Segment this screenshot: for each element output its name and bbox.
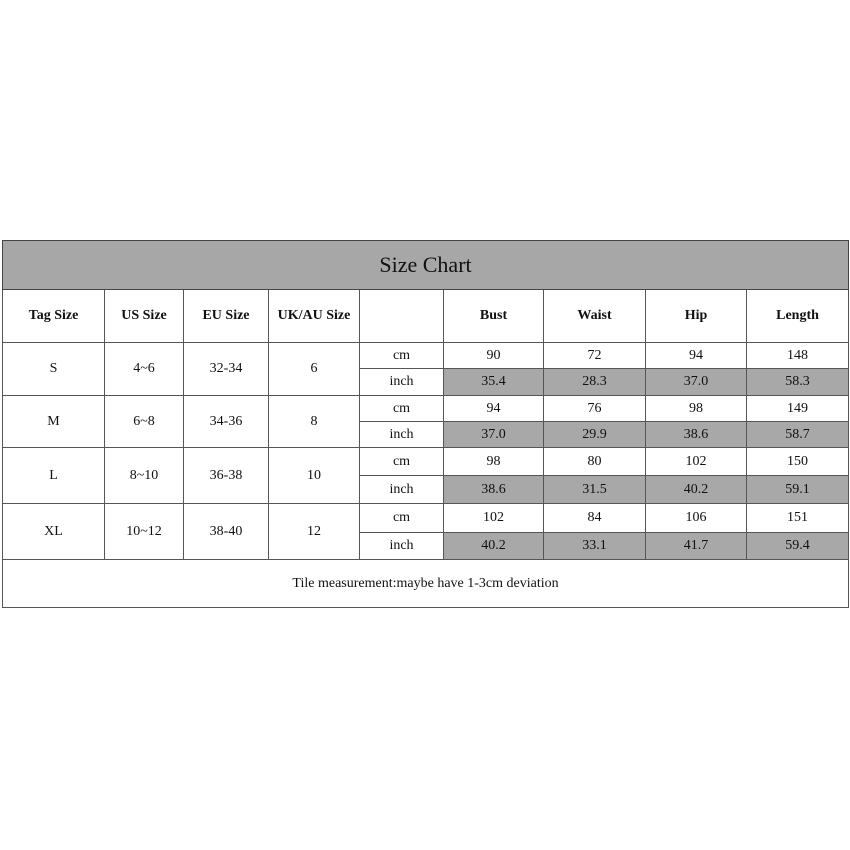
table-row [3,448,849,476]
hip-cell: 40.2 [646,476,747,504]
uk-au-size-cell: 12 [269,504,360,560]
waist-cell: 28.3 [544,369,646,396]
header-bust: Bust [444,290,544,343]
header-eu-size: EU Size [184,290,269,343]
bust-cell: 94 [444,396,544,422]
tag-size-cell: S [3,343,105,396]
us-size-cell: 6~8 [105,396,184,448]
hip-cell: 41.7 [646,533,747,560]
size-chart-table [2,240,849,608]
bust-cell: 98 [444,448,544,476]
bust-cell: 38.6 [444,476,544,504]
length-cell: 148 [747,343,849,369]
uk-au-size-cell: 8 [269,396,360,448]
hip-cell: 98 [646,396,747,422]
eu-size-cell: 36-38 [184,448,269,504]
waist-cell: 72 [544,343,646,369]
waist-cell: 31.5 [544,476,646,504]
tag-size-cell: XL [3,504,105,560]
eu-size-cell: 38-40 [184,504,269,560]
unit-cell: inch [360,476,444,504]
unit-cell: cm [360,448,444,476]
length-cell: 59.4 [747,533,849,560]
waist-cell: 29.9 [544,422,646,448]
measurement-note: Tile measurement:maybe have 1-3cm deviation [3,560,849,608]
length-cell: 58.3 [747,369,849,396]
bust-cell: 37.0 [444,422,544,448]
header-tag-size: Tag Size [3,290,105,343]
length-cell: 151 [747,504,849,533]
unit-cell: cm [360,343,444,369]
uk-au-size-cell: 10 [269,448,360,504]
waist-cell: 76 [544,396,646,422]
table-row [3,396,849,422]
bust-cell: 102 [444,504,544,533]
waist-cell: 80 [544,448,646,476]
bust-cell: 40.2 [444,533,544,560]
header-unit [360,290,444,343]
header-uk-au-size: UK/AU Size [269,290,360,343]
waist-cell: 33.1 [544,533,646,560]
table-row [3,504,849,533]
unit-cell: cm [360,396,444,422]
chart-title: Size Chart [3,241,849,290]
tag-size-cell: L [3,448,105,504]
tag-size-cell: M [3,396,105,448]
unit-cell: inch [360,369,444,396]
length-cell: 59.1 [747,476,849,504]
length-cell: 58.7 [747,422,849,448]
bust-cell: 90 [444,343,544,369]
header-us-size: US Size [105,290,184,343]
eu-size-cell: 34-36 [184,396,269,448]
hip-cell: 102 [646,448,747,476]
header-hip: Hip [646,290,747,343]
unit-cell: cm [360,504,444,533]
hip-cell: 38.6 [646,422,747,448]
length-cell: 149 [747,396,849,422]
unit-cell: inch [360,422,444,448]
unit-cell: inch [360,533,444,560]
hip-cell: 94 [646,343,747,369]
us-size-cell: 8~10 [105,448,184,504]
header-length: Length [747,290,849,343]
table-row [3,343,849,369]
eu-size-cell: 32-34 [184,343,269,396]
bust-cell: 35.4 [444,369,544,396]
hip-cell: 106 [646,504,747,533]
waist-cell: 84 [544,504,646,533]
hip-cell: 37.0 [646,369,747,396]
uk-au-size-cell: 6 [269,343,360,396]
header-waist: Waist [544,290,646,343]
us-size-cell: 4~6 [105,343,184,396]
us-size-cell: 10~12 [105,504,184,560]
length-cell: 150 [747,448,849,476]
